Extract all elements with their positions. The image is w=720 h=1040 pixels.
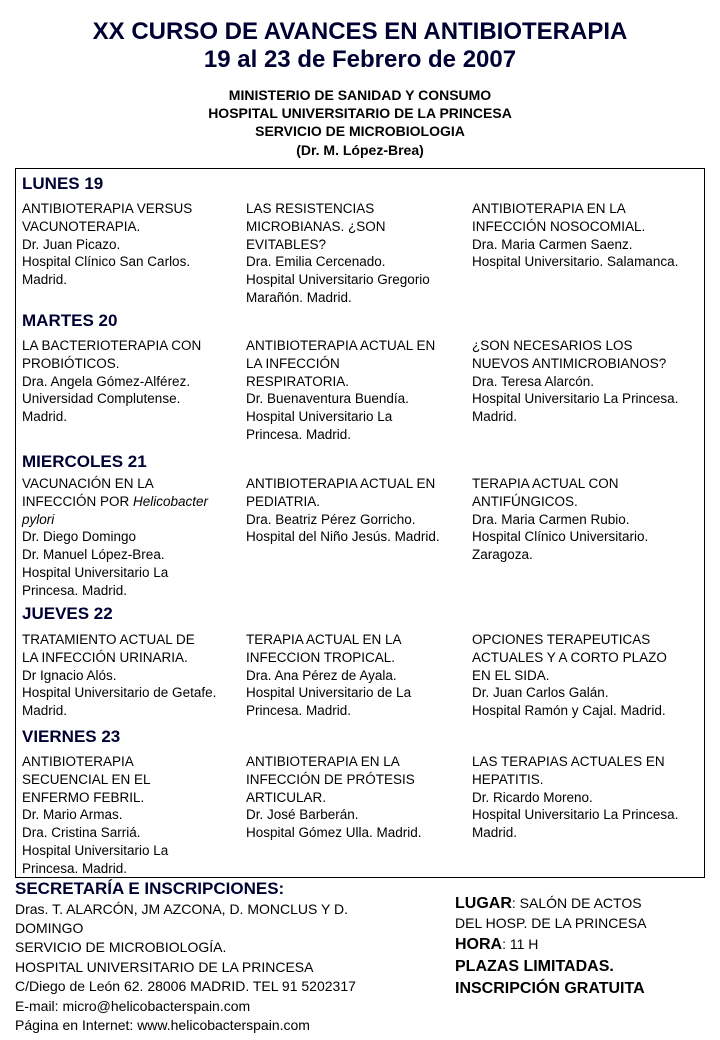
talk-line: ANTIBIOTERAPIA VERSUS: [22, 201, 193, 216]
talk-line: Dr. Juan Picazo.: [22, 236, 121, 252]
talk-line: SECUENCIAL EN EL: [22, 771, 151, 787]
talk-line: Dra. Emilia Cercenado.: [246, 254, 386, 270]
day-heading: MARTES 20: [22, 311, 118, 330]
talk-line: Princesa. Madrid.: [246, 703, 352, 719]
talk-line: Dra. Beatriz Pérez Gorricho.: [246, 511, 416, 527]
org-service: SERVICIO DE MICROBIOLOGIA: [255, 123, 465, 139]
talk-block: [22, 200, 192, 289]
talk-line: Dr. Mario Armas.: [22, 807, 123, 823]
talk-line: Marañón. Madrid.: [246, 289, 352, 305]
italic-species: pylori: [22, 511, 55, 527]
org-hospital: HOSPITAL UNIVERSITARIO DE LA PRINCESA: [208, 105, 512, 121]
lugar-value-2: DEL HOSP. DE LA PRINCESA: [455, 915, 647, 931]
talk-block: [472, 200, 678, 271]
secretaria-website: Página en Internet: www.helicobacterspain.com: [15, 1017, 310, 1033]
talk-line: ANTIFÚNGICOS.: [472, 493, 578, 509]
course-title: XX CURSO DE AVANCES EN ANTIBIOTERAPIA: [92, 18, 628, 45]
talk-block: [472, 753, 678, 842]
talk-line: LA INFECCIÓN URINARIA.: [22, 649, 188, 665]
talk-line: VACUNACIÓN EN LA: [22, 476, 154, 491]
talk-line: Hospital Gómez Ulla. Madrid.: [246, 825, 422, 841]
talk-line: Dra. Maria Carmen Rubio.: [472, 511, 630, 527]
talk-line: Madrid.: [472, 409, 518, 425]
hora-label: HORA: [455, 936, 503, 953]
day-heading: VIERNES 23: [22, 727, 121, 746]
talk-line: Madrid.: [22, 272, 68, 288]
talk-line: Dra. Angela Gómez-Alférez.: [22, 373, 191, 389]
talk-line: Hospital Universitario La Princesa.: [472, 807, 679, 823]
talk-line: Hospital Universitario. Salamanca.: [472, 254, 679, 270]
talk-line: Hospital Universitario Gregorio: [246, 272, 430, 288]
org-director: (Dr. M. López-Brea): [296, 142, 424, 158]
talk-line: EN EL SIDA.: [472, 667, 550, 683]
secretaria-line: SERVICIO DE MICROBIOLOGÍA.: [15, 939, 227, 955]
talk-line: Princesa. Madrid.: [22, 860, 128, 876]
org-ministry: MINISTERIO DE SANIDAD Y CONSUMO: [228, 87, 492, 103]
talk-line: Dra. Cristina Sarriá.: [22, 825, 141, 841]
secretaria-title: SECRETARÍA E INSCRIPCIONES:: [15, 879, 285, 898]
talk-line: ANTIBIOTERAPIA EN LA: [246, 754, 400, 769]
talk-line: Zaragoza.: [472, 547, 533, 563]
talk-line: LAS RESISTENCIAS: [246, 201, 375, 216]
talk-line: VACUNOTERAPIA.: [22, 218, 141, 234]
plazas-limitadas: PLAZAS LIMITADAS.: [455, 958, 614, 975]
talk-block: [246, 753, 422, 842]
day-heading: JUEVES 22: [22, 604, 113, 623]
lugar-value: : SALÓN DE ACTOS: [511, 895, 642, 911]
secretaria-line: DOMINGO: [15, 920, 84, 936]
inscripcion-gratuita: INSCRIPCIÓN GRATUITA: [455, 980, 645, 997]
talk-line: Dr. Ricardo Moreno.: [472, 789, 593, 805]
talk-line: TRATAMIENTO ACTUAL DE: [22, 632, 195, 647]
talk-line: Hospital Universitario La: [22, 842, 169, 858]
talk-line: Dr. José Barberán.: [246, 807, 359, 823]
talk-block: [472, 631, 667, 720]
talk-line: ACTUALES Y A CORTO PLAZO: [472, 649, 667, 665]
talk-line: Madrid.: [472, 825, 518, 841]
talk-block: [22, 631, 216, 720]
talk-line: Dra. Maria Carmen Saenz.: [472, 236, 633, 252]
talk-block: [472, 337, 678, 426]
talk-line: ANTIBIOTERAPIA: [22, 754, 134, 769]
talk-line: Hospital Universitario La Princesa.: [472, 391, 679, 407]
talk-line: Princesa. Madrid.: [246, 426, 352, 442]
secretaria-line: Dras. T. ALARCÓN, JM AZCONA, D. MONCLUS Y D.: [15, 901, 348, 917]
talk-line: Madrid.: [22, 409, 68, 425]
talk-line: LAS TERAPIAS ACTUALES EN: [472, 754, 665, 769]
talk-line: Dra. Ana Pérez de Ayala.: [246, 667, 397, 683]
talk-block: [246, 475, 440, 546]
talk-line: Dra. Teresa Alarcón.: [472, 373, 595, 389]
talk-line: Madrid.: [22, 703, 68, 719]
talk-block: [246, 631, 411, 720]
talk-line: ANTIBIOTERAPIA ACTUAL EN: [246, 476, 436, 491]
talk-line: INFECCIÓN NOSOCOMIAL.: [472, 218, 646, 234]
talk-line: Hospital Universitario La: [22, 564, 169, 580]
talk-line: Hospital Universitario de Getafe.: [22, 685, 217, 701]
secretaria-email: E-mail: micro@helicobacterspain.com: [15, 998, 251, 1014]
talk-line: RESPIRATORIA.: [246, 373, 350, 389]
talk-line: OPCIONES TERAPEUTICAS: [472, 632, 651, 647]
talk-block: [246, 337, 435, 444]
talk-line: Dr. Juan Carlos Galán.: [472, 685, 609, 701]
talk-line: [22, 511, 208, 529]
talk-line: [22, 493, 208, 511]
talk-line: NUEVOS ANTIMICROBIANOS?: [472, 355, 667, 371]
talk-line: Dr Ignacio Alós.: [22, 667, 117, 683]
talk-line: ARTICULAR.: [246, 789, 327, 805]
talk-line: LA BACTERIOTERAPIA CON: [22, 338, 202, 353]
talk-line: Hospital Universitario de La: [246, 685, 412, 701]
talk-line: ¿SON NECESARIOS LOS: [472, 338, 633, 353]
lugar-label: LUGAR: [455, 895, 512, 912]
talk-line: LA INFECCIÓN: [246, 355, 340, 371]
talk-block: [246, 200, 430, 307]
talk-line: MICROBIANAS. ¿SON: [246, 218, 386, 234]
talk-line: Hospital Universitario La: [246, 409, 393, 425]
hora-value: : 11 H: [502, 936, 539, 952]
talk-line: PEDIATRIA.: [246, 493, 321, 509]
talk-line: Hospital Clínico San Carlos.: [22, 254, 191, 270]
talk-line: ENFERMO FEBRIL.: [22, 789, 145, 805]
day-heading: MIERCOLES 21: [22, 452, 147, 471]
talk-line: TERAPIA ACTUAL CON: [472, 476, 619, 491]
talk-block: [22, 475, 208, 600]
talk-line-text: INFECCIÓN POR: [22, 493, 134, 509]
italic-species: Helicobacter: [133, 493, 209, 509]
talk-line: Hospital del Niño Jesús. Madrid.: [246, 529, 440, 545]
talk-line: Universidad Complutense.: [22, 391, 181, 407]
talk-line: PROBIÓTICOS.: [22, 355, 120, 371]
talk-line: Dr. Diego Domingo: [22, 529, 137, 545]
lugar-line: [455, 894, 642, 913]
talk-line: Princesa. Madrid.: [22, 582, 128, 598]
talk-line: TERAPIA ACTUAL EN LA: [246, 632, 402, 647]
course-dates: 19 al 23 de Febrero de 2007: [203, 46, 517, 73]
talk-line: Hospital Ramón y Cajal. Madrid.: [472, 703, 666, 719]
talk-block: [22, 753, 168, 878]
talk-line: ANTIBIOTERAPIA EN LA: [472, 201, 626, 216]
secretaria-line: C/Diego de León 62. 28006 MADRID. TEL 91 5202317: [15, 978, 356, 994]
talk-line: Hospital Clínico Universitario.: [472, 529, 649, 545]
talk-line: Dr. Manuel López-Brea.: [22, 547, 165, 563]
day-heading: LUNES 19: [22, 174, 104, 193]
talk-line: INFECCIÓN DE PRÓTESIS: [246, 771, 415, 787]
talk-line: HEPATITIS.: [472, 771, 544, 787]
talk-line: EVITABLES?: [246, 236, 327, 252]
talk-block: [22, 337, 201, 426]
talk-block: [472, 475, 648, 564]
secretaria-line: HOSPITAL UNIVERSITARIO DE LA PRINCESA: [15, 959, 314, 975]
talk-line: Dr. Buenaventura Buendía.: [246, 391, 409, 407]
hora-line: [455, 935, 538, 954]
talk-line: INFECCION TROPICAL.: [246, 649, 396, 665]
talk-line: ANTIBIOTERAPIA ACTUAL EN: [246, 338, 436, 353]
